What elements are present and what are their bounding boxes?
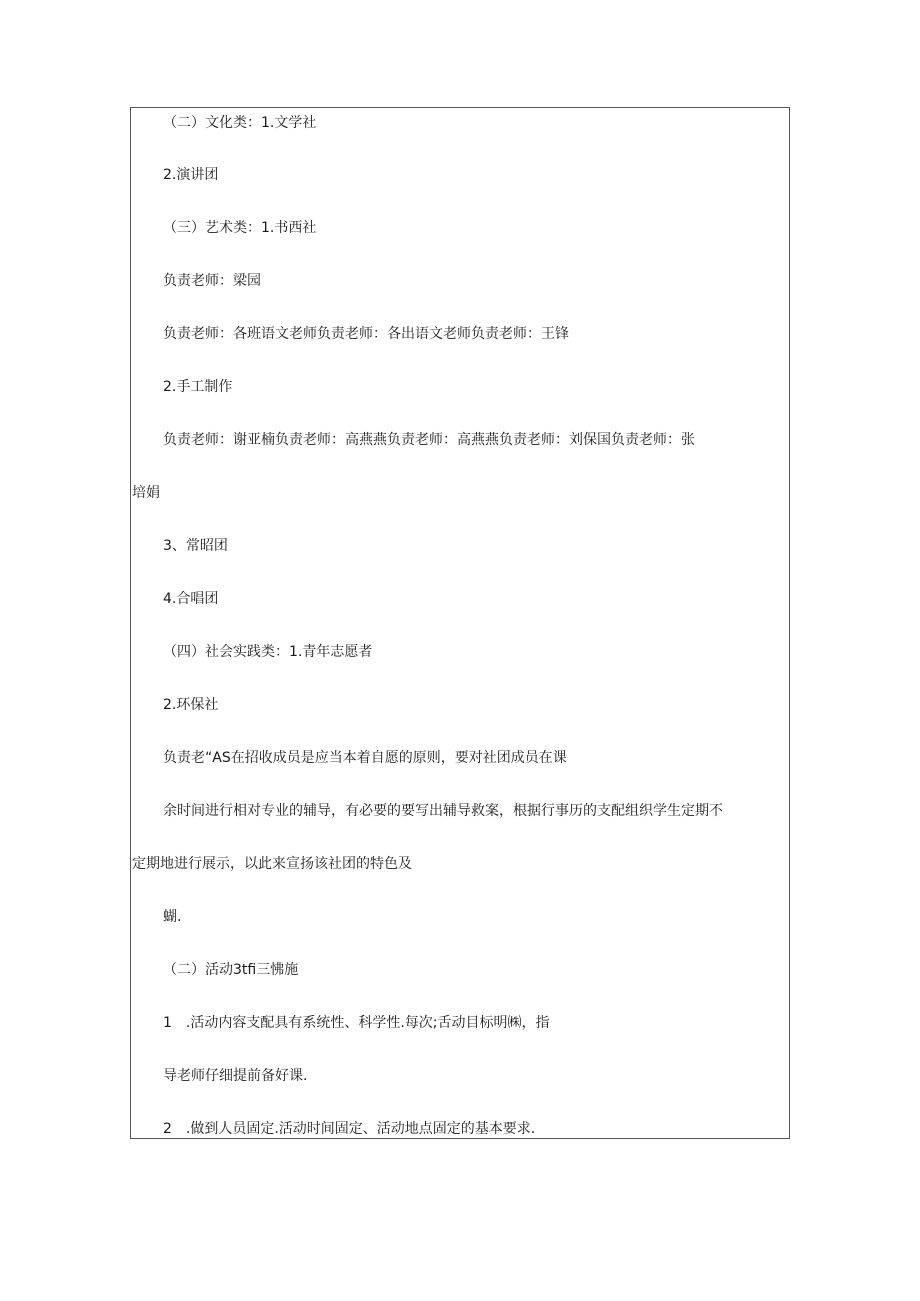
text-line-teacher-name-continued: 培娟 [132, 485, 160, 501]
text-line-activity-item-1-continued: 导老师仔细提前备好课. [163, 1068, 308, 1084]
text-line-environment-club: 2.环保社 [163, 697, 219, 713]
text-line-changzhao-group: 3、常昭团 [163, 538, 228, 554]
text-line-teachers-list-1: 负责老师：各班语文老师负责老师：各出语文老师负责老师：王锋 [163, 326, 569, 342]
text-line-speech-club: 2.演讲团 [163, 167, 219, 183]
text-line-guidance-paragraph: 余时间进行相对专业的辅导，有必要的要写出辅导救案，根据行事历的支配组织学生定期不 [163, 803, 723, 819]
text-line-fragment: 蝴. [163, 909, 182, 925]
text-line-art-category: （三）艺术类：1.书西社 [163, 220, 317, 236]
text-line-culture-category: （二）文化类：1.文学社 [163, 115, 317, 131]
document-frame [130, 107, 790, 1139]
text-line-choir: 4.合唱团 [163, 591, 219, 607]
text-line-activity-item-2: 2 .做到人员固定.活动时间固定、活动地点固定的基本要求. [163, 1121, 536, 1137]
text-line-recruitment-principle: 负责老“AS在招收成员是应当本着自愿的原则，要对社团成员在课 [163, 750, 567, 766]
text-line-showcase-paragraph: 定期地进行展示，以此来宣扬该社团的特色及 [132, 856, 412, 872]
text-line-teachers-list-2: 负责老师：谢亚楠负责老师：高燕燕负责老师：高燕燕负责老师：刘保国负责老师：张 [163, 432, 695, 448]
text-line-teacher-liangyuan: 负责老师：梁园 [163, 273, 261, 289]
text-line-social-practice-category: （四）社会实践类：1.青年志愿者 [163, 644, 373, 660]
text-line-handcraft: 2.手工制作 [163, 379, 233, 395]
text-line-activity-item-1: 1 .活动内容支配具有系统性、科学性.每次;舌动目标明㈱，指 [163, 1015, 550, 1031]
text-line-activity-section-heading: （二）活动3tfi三怫施 [163, 962, 299, 978]
